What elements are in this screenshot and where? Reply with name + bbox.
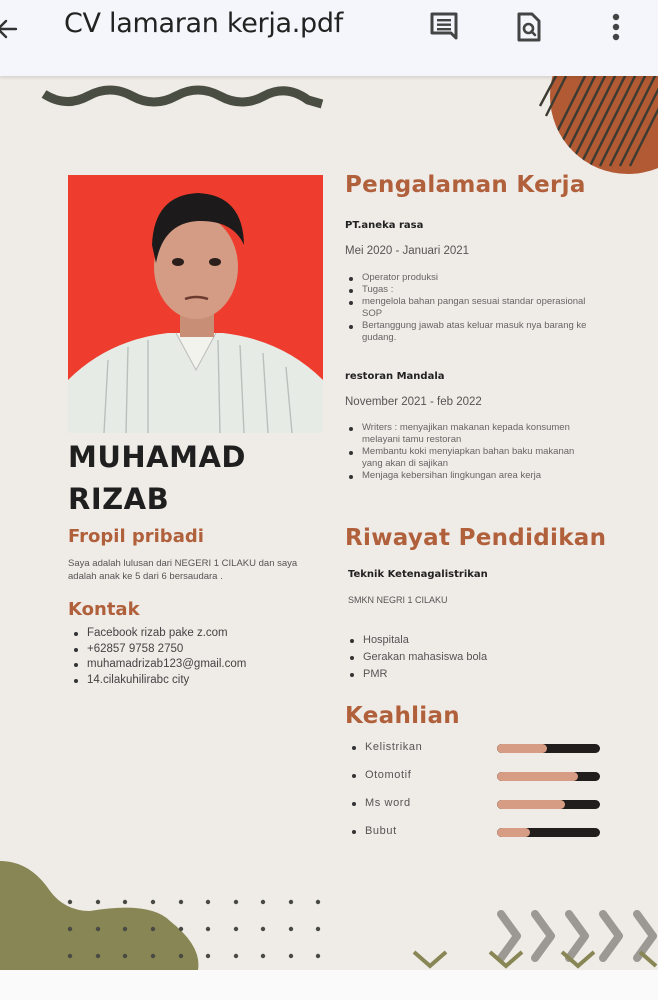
skill-label: Bubut	[365, 825, 397, 837]
job-1-period: Mei 2020 - Januari 2021	[345, 245, 470, 257]
back-arrow-icon	[0, 12, 28, 46]
skill-bar	[497, 828, 600, 837]
job-2-duty: Membantu koki menyiapkan bahan baku makanan yang akan di sajikan	[345, 446, 590, 470]
striped-circle-decoration-icon	[530, 76, 658, 176]
education-major: Teknik Ketenagalistrikan	[348, 569, 488, 580]
comments-button[interactable]	[424, 7, 464, 47]
wave-decoration-icon	[40, 82, 325, 112]
skill-bar	[497, 800, 600, 809]
back-button[interactable]	[0, 12, 28, 46]
skill-bar-fill	[497, 744, 547, 753]
skill-label: Kelistrikan	[365, 741, 423, 753]
contact-email: muhamadrizab123@gmail.com	[70, 657, 246, 673]
contact-facebook: Facebook rizab pake z.com	[70, 626, 246, 642]
skill-row-ms-word	[350, 797, 610, 811]
find-in-document-icon	[511, 10, 545, 44]
education-school: SMKN NEGRI 1 CILAKU	[348, 595, 448, 605]
bullet-icon	[352, 774, 356, 778]
activity-item: Gerakan mahasiswa bola	[346, 649, 487, 666]
job-2-duty: Menjaga kebersihan lingkungan area kerja	[345, 470, 590, 482]
skill-row-kelistrikan	[350, 741, 610, 755]
job-1-duties	[345, 272, 590, 344]
name-line-2: RIZAB	[68, 482, 170, 516]
bullet-icon	[352, 830, 356, 834]
profile-photo	[68, 175, 323, 433]
contact-address: 14.cilakuhilirabc city	[70, 673, 246, 689]
profile-text: Saya adalah lulusan dari NEGERI 1 CILAKU dan saya adalah anak ke 5 dari 6 bersaudara .	[68, 558, 298, 582]
more-options-button[interactable]	[596, 7, 636, 47]
job-1-duty: mengelola bahan pangan sesuai standar operasional SOP	[345, 296, 590, 320]
document-title: CV lamaran kerja.pdf	[64, 8, 343, 39]
person-photo-icon	[68, 175, 323, 433]
job-2-duty: Writers : menyajikan makanan kepada konsumen melayani tamu restoran	[345, 422, 590, 446]
candidate-name	[68, 436, 246, 520]
job-1-company: PT.aneka rasa	[345, 220, 424, 231]
skill-bar	[497, 744, 600, 753]
comment-icon	[427, 10, 461, 44]
job-1-duty: Operator produksi	[345, 272, 590, 284]
activity-item: Hospitala	[346, 632, 487, 649]
skills-heading: Keahlian	[345, 703, 460, 729]
name-line-1: MUHAMAD	[68, 440, 246, 474]
contact-heading: Kontak	[68, 599, 140, 620]
skill-bar-fill	[497, 800, 565, 809]
pdf-viewer-toolbar	[0, 0, 658, 76]
bullet-icon	[352, 802, 356, 806]
olive-blob-decoration-icon	[0, 856, 330, 970]
job-1-duty: Tugas :	[345, 284, 590, 296]
skill-bar	[497, 772, 600, 781]
skill-bar-fill	[497, 772, 578, 781]
job-2-company: restoran Mandala	[345, 371, 445, 382]
education-activities	[346, 632, 487, 683]
skill-row-otomotif	[350, 769, 610, 783]
education-heading: Riwayat Pendidikan	[345, 525, 607, 551]
job-1-duty: Bertanggung jawab atas keluar masuk nya barang ke gudang.	[345, 320, 590, 344]
next-page-edge	[0, 970, 658, 1000]
job-2-period: November 2021 - feb 2022	[345, 396, 482, 408]
contact-phone: +62857 9758 2750	[70, 642, 246, 658]
activity-item: PMR	[346, 666, 487, 683]
bullet-icon	[352, 746, 356, 750]
find-in-document-button[interactable]	[508, 7, 548, 47]
skill-bar-fill	[497, 828, 530, 837]
job-2-duties	[345, 422, 590, 482]
v-marks-decoration-icon	[410, 950, 658, 970]
profile-heading: Fropil pribadi	[68, 526, 204, 547]
experience-heading: Pengalaman Kerja	[345, 172, 586, 198]
more-vert-icon	[599, 10, 633, 44]
skill-row-bubut	[350, 825, 610, 839]
contact-list	[70, 626, 246, 688]
pdf-page[interactable]	[0, 76, 658, 970]
skill-label: Otomotif	[365, 769, 412, 781]
skill-label: Ms word	[365, 797, 411, 809]
